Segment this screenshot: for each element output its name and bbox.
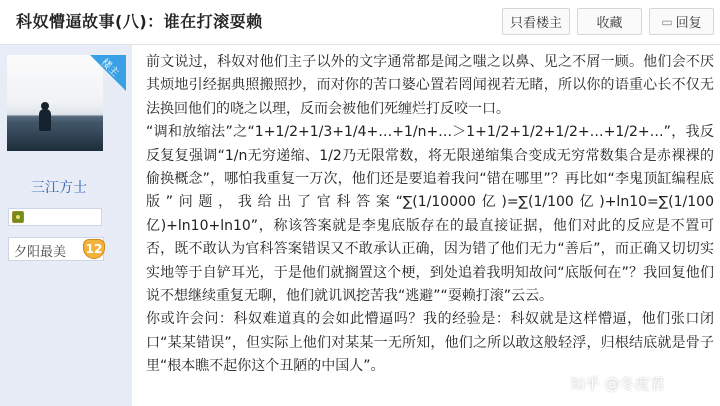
badge-icon[interactable] [12, 211, 24, 223]
op-ribbon-label: 楼主 [98, 56, 121, 79]
reply-button[interactable] [649, 8, 714, 35]
thread-title: 科奴懵逼故事(八)：谁在打滚耍赖 [16, 12, 263, 31]
avatar-rock [7, 125, 103, 151]
favorite-button[interactable]: 收藏 [577, 8, 642, 35]
level-row [8, 237, 104, 261]
author-sidebar [0, 45, 132, 406]
watermark: 知乎 @冬度君 [570, 375, 665, 393]
author-username[interactable]: 三江方士 [31, 180, 87, 196]
level-name: 夕阳最美 [14, 245, 67, 260]
reply-label: 回复 [675, 16, 702, 31]
post-paragraph: 前文说过，科奴对他们主子以外的文字通常都是闻之嗤之以鼻、见之不屑一顾。他们会不厌其烦地引经据典照搬照抄，而对你的苦口婆心置若罔闻视若无睹，所以你的语重心长不仅无法换回他们的哓之以理，反而会被他们死缠烂打反咬一口。 [146, 54, 714, 117]
post-paragraph: 你或许会问：科奴难道真的会如此懵逼吗？我的经验是：科奴就是这样懵逼，他们张口闭口“某某错误”，但实际上他们对某某一无所知，他们之所以敢这般轻浮，归根结底就是骨子里“根本瞧不起你这个丑陋的中国人”。 [146, 311, 714, 375]
only-op-button[interactable]: 只看楼主 [502, 8, 570, 35]
avatar-figure [39, 109, 51, 131]
badge-box [8, 208, 102, 226]
post-paragraph: “调和放缩法”之“1+1/2+1/3+1/4+…+1/n+…＞1+1/2+1/2+1/2+…+1/2+…”，我反反复复强调“1/n无穷递缩、1/2乃无限常数，将无限递缩集合变成无穷常数集合是赤裸裸的偷换概念”，哪怕我重复一万次，他们还是要追着我问“错在哪里”？再比如“李鬼顶缸编程底版”问题，我给出了官科答案“∑(1/10000亿)=∑(1/100亿)+ln10=∑(1/100亿)+ln10+ln10”，称该答案就是李鬼底版存在的最直接证据，他们对此的反应是不置可否，既不敢认为官科答案错误又不敢承认正确，因为错了他们无力“善后”，而正确又切切实实地等于自铲耳光，于是他们就搁置这个梗，到处追着我明知故问“底版何在”？我回复他们说不想继续重复无聊，他们就讥讽挖苦我“逃避”“耍赖打滚”云云。 [146, 124, 714, 305]
post-content [146, 51, 714, 379]
reply-icon: ▭ [661, 14, 673, 29]
level-badge: 12 [83, 239, 105, 259]
thread-header [0, 0, 720, 45]
avatar[interactable] [7, 55, 103, 151]
